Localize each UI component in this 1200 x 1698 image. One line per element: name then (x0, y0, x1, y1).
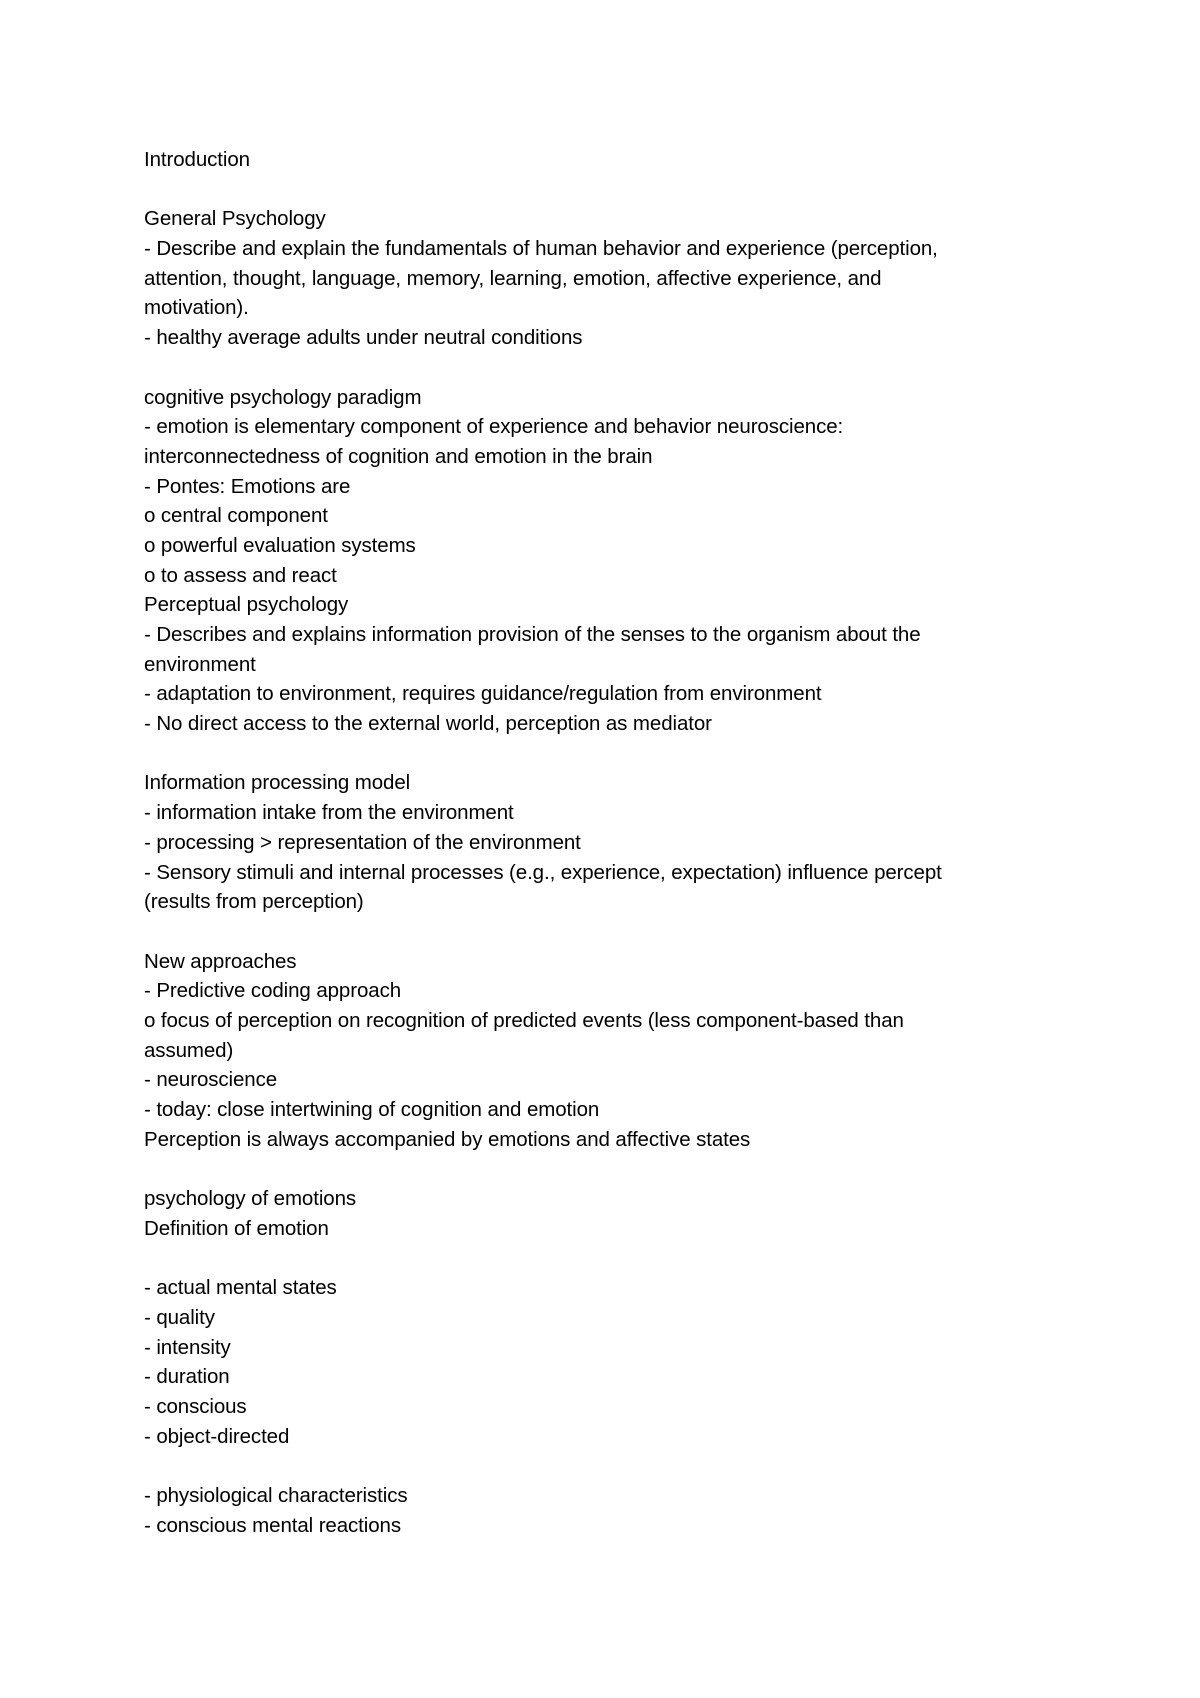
text-line: - information intake from the environment (144, 801, 514, 825)
text-line: o powerful evaluation systems (144, 533, 416, 557)
text-line: - neuroscience (144, 1068, 278, 1092)
text-line: - object-directed (144, 1424, 290, 1448)
document-body (144, 145, 1064, 1540)
text-line: Perceptual psychology (144, 593, 349, 617)
text-line: New approaches (144, 949, 297, 973)
text-line: psychology of emotions (144, 1187, 357, 1211)
text-line: - Describes and explains information provision of the senses to the organism about the (144, 623, 921, 646)
blank-line (144, 1243, 1064, 1273)
text-line: assumed) (144, 1038, 234, 1062)
text-line: (results from perception) (144, 890, 364, 914)
text-line: o central component (144, 504, 328, 528)
text-line: - intensity (144, 1335, 231, 1359)
blank-line (144, 917, 1064, 947)
text-line: - Predictive coding approach (144, 979, 402, 1003)
text-line: - Sensory stimuli and internal processes (e.g., experience, expectation) influence percept (144, 860, 942, 884)
text-line: Definition of emotion (144, 1216, 329, 1240)
text-line: - adaptation to environment, requires guidance/regulation from environment (144, 682, 822, 706)
blank-line (144, 353, 1064, 383)
text-line: - quality (144, 1305, 215, 1329)
text-line: - No direct access to the external world, perception as mediator (144, 712, 712, 736)
text-line: - duration (144, 1365, 230, 1389)
text-line: - healthy average adults under neutral conditions (144, 326, 583, 350)
blank-line (144, 739, 1064, 769)
text-line: cognitive psychology paradigm (144, 385, 422, 409)
text-line: - conscious mental reactions (144, 1513, 401, 1537)
blank-line (144, 1154, 1064, 1184)
text-line: environment (144, 652, 256, 676)
text-line: interconnectedness of cognition and emotion in the brain (144, 444, 653, 468)
text-line: Introduction (144, 148, 250, 171)
text-line: - physiological characteristics (144, 1483, 408, 1507)
text-line: attention, thought, language, memory, learning, emotion, affective experience, and (144, 266, 882, 290)
text-line: Perception is always accompanied by emotions and affective states (144, 1127, 751, 1151)
text-line: o to assess and react (144, 563, 337, 587)
text-line: - today: close intertwining of cognition and emotion (144, 1098, 600, 1121)
blank-line (144, 175, 1064, 205)
text-line: General Psychology (144, 207, 326, 231)
text-line: - conscious (144, 1394, 247, 1418)
text-line: Information processing model (144, 771, 411, 795)
text-line: o focus of perception on recognition of predicted events (less component-based than (144, 1008, 904, 1032)
text-line: motivation). (144, 296, 249, 320)
text-line: - Pontes: Emotions are (144, 474, 351, 498)
text-line: - processing > representation of the environment (144, 830, 581, 854)
text-line: - Describe and explain the fundamentals of human behavior and experience (perception, (144, 237, 938, 261)
blank-line (144, 1451, 1064, 1481)
text-line: - emotion is elementary component of experience and behavior neuroscience: (144, 415, 844, 439)
text-line: - actual mental states (144, 1276, 337, 1300)
